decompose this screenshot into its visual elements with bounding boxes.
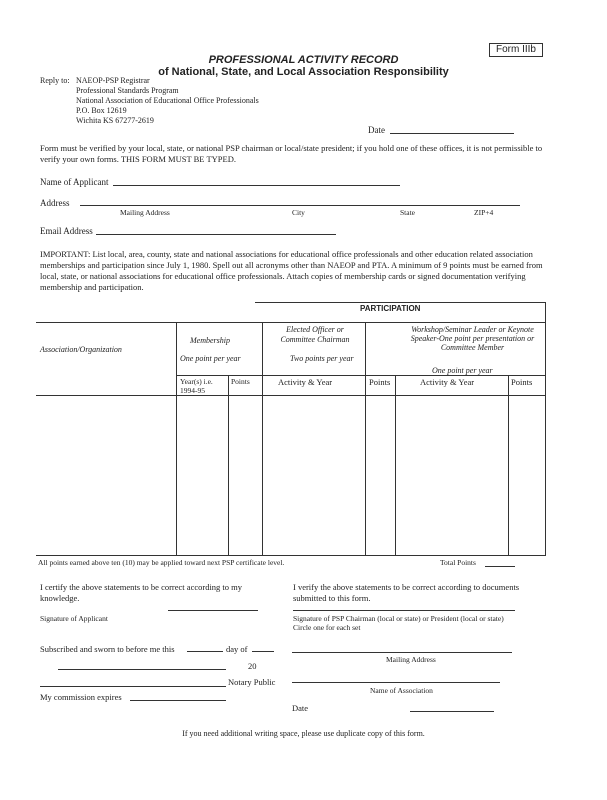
activity-year2-header: Activity & Year: [420, 377, 475, 387]
chairman-signature-field[interactable]: [293, 610, 515, 611]
applicant-signature-field[interactable]: [168, 610, 258, 611]
day-field[interactable]: [187, 651, 223, 652]
important-note: IMPORTANT: List local, area, county, state and national associations for educational office professionals and other education related association memberships and participation since July 1, 1980. Spell out all acronyms other than NAEOP and PTA. A minimum of 9 points must be earned from local, state, or national associations for educational office professionals. Attach copies of membership cards or signed documentation verifying membership and participation.: [40, 249, 543, 292]
date2-field[interactable]: [410, 711, 494, 712]
year-prefix: 20: [248, 661, 257, 671]
total-points-label: Total Points: [440, 558, 476, 567]
reply-line-2: Professional Standards Program: [76, 86, 179, 95]
year-line-field[interactable]: [58, 669, 226, 670]
date-label: Date: [368, 125, 385, 135]
activity-year-header: Activity & Year: [278, 377, 333, 387]
email-label: Email Address: [40, 226, 93, 236]
mailing-address-caption: Mailing Address: [120, 208, 170, 217]
email-field[interactable]: [96, 234, 336, 235]
month-field[interactable]: [252, 651, 274, 652]
notary-field[interactable]: [40, 686, 226, 687]
years-header: Year(s) i.e. 1994-95: [180, 377, 213, 395]
officer-points-header: Two points per year: [290, 354, 354, 363]
applicant-signature-label: Signature of Applicant: [40, 614, 108, 623]
mailing-address-field[interactable]: [292, 652, 512, 653]
certify-right: I verify the above statements to be correct according to documents submitted to this form.: [293, 582, 520, 603]
form-id: Form IIIb: [489, 43, 543, 57]
assoc-name-label: Name of Association: [370, 686, 433, 695]
page-title: PROFESSIONAL ACTIVITY RECORD: [208, 54, 399, 66]
certify-left: I certify the above statements to be correct according to my knowledge.: [40, 582, 243, 603]
zip-caption: ZIP+4: [474, 208, 494, 217]
points2-header: Points: [369, 377, 391, 387]
reply-to-label: Reply to:: [40, 76, 70, 85]
instructions: Form must be verified by your local, state, or national PSP chairman or local/state president; if you hold one of these offices, it is not permissible to verify your own forms. THIS FORM MUST BE TYPED.: [40, 143, 543, 164]
circle-one-note: Circle one for each set: [293, 623, 361, 632]
day-of-label: day of: [226, 644, 248, 654]
date-field[interactable]: [390, 133, 514, 134]
name-label: Name of Applicant: [40, 177, 109, 187]
page-subtitle: of National, State, and Local Association Responsibility: [158, 66, 449, 78]
reply-line-3: National Association of Educational Office Professionals: [76, 96, 259, 105]
footer-note: If you need additional writing space, please use duplicate copy of this form.: [182, 729, 425, 738]
reply-line-1: NAEOP-PSP Registrar: [76, 76, 150, 85]
notary-label: Notary Public: [228, 677, 276, 687]
membership-header: Membership: [190, 336, 230, 345]
participation-header: PARTICIPATION: [360, 304, 421, 313]
officer-header: Elected Officer or Committee Chairman: [280, 325, 350, 344]
city-caption: City: [292, 208, 305, 217]
workshop-points-header: One point per year: [432, 366, 493, 375]
assoc-header: Association/Organization: [40, 345, 122, 354]
commission-field[interactable]: [130, 700, 226, 701]
membership-points-header: One point per year: [180, 354, 241, 363]
workshop-header: Workshop/Seminar Leader or Keynote Speaker-One point per presentation or Committee Member: [410, 325, 535, 352]
address-label: Address: [40, 198, 70, 208]
date2-label: Date: [292, 703, 309, 713]
points-header: Points: [231, 377, 250, 386]
commission-label: My commission expires: [40, 692, 122, 702]
address-field[interactable]: [80, 205, 520, 206]
points-note: All points earned above ten (10) may be applied toward next PSP certificate level.: [38, 558, 285, 567]
chairman-signature-label: Signature of PSP Chairman (local or state) or President (local or state): [293, 614, 504, 623]
points3-header: Points: [511, 377, 533, 387]
subscribed-label: Subscribed and sworn to before me this: [40, 644, 175, 654]
assoc-name-field[interactable]: [292, 682, 500, 683]
reply-line-4: P.O. Box 12619: [76, 106, 127, 115]
mailing-address-label: Mailing Address: [386, 655, 436, 664]
name-field[interactable]: [113, 185, 400, 186]
state-caption: State: [400, 208, 415, 217]
total-points-field[interactable]: [485, 566, 515, 567]
reply-line-5: Wichita KS 67277-2619: [76, 116, 154, 125]
